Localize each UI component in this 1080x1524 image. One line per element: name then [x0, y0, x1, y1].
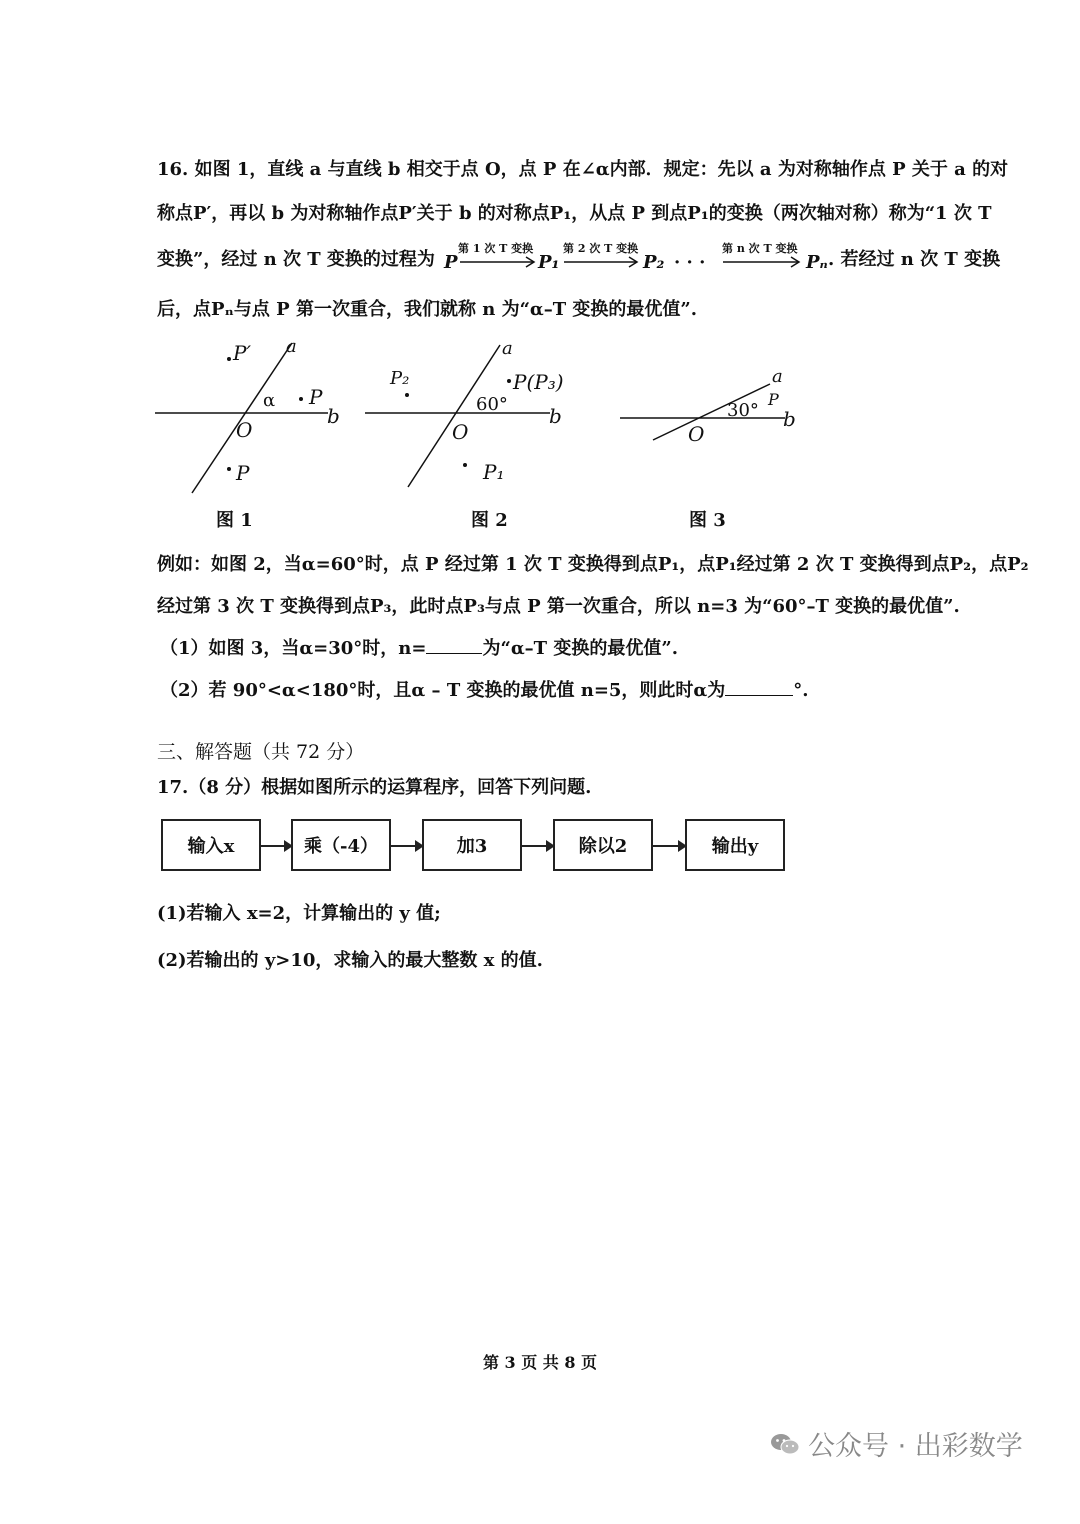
watermark-text: 公众号 · 出彩数学: [808, 1431, 1023, 1462]
figure-3: [615, 360, 815, 450]
flow-arrow: [522, 845, 553, 847]
q17-part2: (2)若输出的 y>10，求输入的最大整数 x 的值.: [157, 950, 543, 971]
q16-sub1: [160, 634, 678, 660]
fig1-label-a: a: [286, 336, 297, 357]
flow-box-divide: 除以2: [553, 819, 653, 871]
flow-box-output: 输出y: [685, 819, 785, 871]
q16-line2: 称点P′，再以 b 为对称轴作点P′关于 b 的对称点P₁，从点 P 到点P₁的变换（两次轴对称）称为“1 次 T: [157, 203, 992, 224]
q17-intro: 17.（8 分）根据如图所示的运算程序，回答下列问题.: [157, 777, 592, 798]
arrow2-label: 第 2 次 T 变换: [563, 242, 639, 255]
fig2-label-p2: P₂: [390, 368, 410, 389]
example-line1: 例如：如图 2，当α=60°时，点 P 经过第 1 次 T 变换得到点P₁，点P₁经过第 2 次 T 变换得到点P₂，点P₂: [157, 554, 1029, 575]
q16-sub2: [160, 676, 809, 702]
q16-line3-start: 变换”，经过 n 次 T 变换的过程为: [157, 249, 435, 270]
arrown-label: 第 n 次 T 变换: [722, 242, 798, 255]
q16-line3-end: . 若经过 n 次 T 变换: [828, 249, 1001, 270]
flow-arrow: [391, 845, 422, 847]
fig2-label-o: O: [452, 420, 469, 444]
q17-part1: (1)若输入 x=2，计算输出的 y 值;: [157, 903, 441, 924]
q16-sub2-a: （2）若 90°<α<180°时，且α – T 变换的最优值 n=5，则此时α为: [160, 680, 726, 701]
flow-box-multiply: 乘（-4）: [291, 819, 391, 871]
process-p2: P₂: [643, 252, 665, 273]
q16-line1: 16. 如图 1，直线 a 与直线 b 相交于点 O，点 P 在∠α内部．规定：先以 a 为对称轴作点 P 关于 a 的对: [157, 159, 1009, 180]
fig2-label-p-p3: P(P₃): [513, 370, 564, 394]
answer-blank-2[interactable]: [725, 679, 793, 696]
fig2-label-p1: P₁: [483, 460, 505, 484]
wechat-icon: [770, 1432, 800, 1456]
fig2-label-a: a: [502, 338, 513, 359]
arrow1-label: 第 1 次 T 变换: [458, 242, 534, 255]
flow-arrow: [653, 845, 685, 847]
fig1-label-p-prime: P′: [233, 341, 251, 365]
fig1-label-alpha: α: [263, 390, 276, 411]
section-heading: 三、解答题（共 72 分）: [157, 741, 365, 763]
q16-sub1-a: （1）如图 3，当α=30°时，n=: [160, 638, 427, 659]
fig3-label-o: O: [688, 422, 705, 446]
q16-sub1-b: 为“α–T 变换的最优值”.: [482, 638, 678, 659]
fig1-caption: 图 1: [216, 510, 253, 531]
flow-box-input: 输入x: [161, 819, 261, 871]
q16-line4: 后，点Pₙ与点 P 第一次重合，我们就称 n 为“α–T 变换的最优值”.: [157, 299, 698, 320]
process-pn: Pₙ: [806, 252, 828, 273]
fig2-label-angle: 60°: [476, 394, 508, 415]
fig3-label-a: a: [772, 366, 783, 387]
process-p1: P₁: [538, 252, 560, 273]
q16-sub2-b: °.: [793, 680, 809, 701]
fig2-label-b: b: [549, 404, 562, 428]
page-number: 第 3 页 共 8 页: [482, 1353, 598, 1372]
example-line2: 经过第 3 次 T 变换得到点P₃，此时点P₃与点 P 第一次重合，所以 n=3 为“60°–T 变换的最优值”.: [157, 596, 960, 617]
fig3-label-angle: 30°: [727, 400, 759, 421]
fig3-caption: 图 3: [689, 510, 726, 531]
fig1-label-b: b: [327, 404, 340, 428]
answer-blank-1[interactable]: [426, 637, 482, 654]
watermark: [770, 1424, 1023, 1463]
process-dots: · · ·: [674, 252, 706, 273]
fig3-label-p: P: [768, 390, 779, 409]
fig1-label-o: O: [236, 418, 253, 442]
fig3-label-b: b: [783, 407, 796, 431]
flow-box-add: 加3: [422, 819, 522, 871]
fig2-caption: 图 2: [471, 510, 508, 531]
fig1-label-p: P: [309, 385, 323, 409]
process-p: P: [444, 252, 458, 273]
flow-arrow: [261, 845, 291, 847]
fig1-label-p-lower: P: [236, 461, 250, 485]
